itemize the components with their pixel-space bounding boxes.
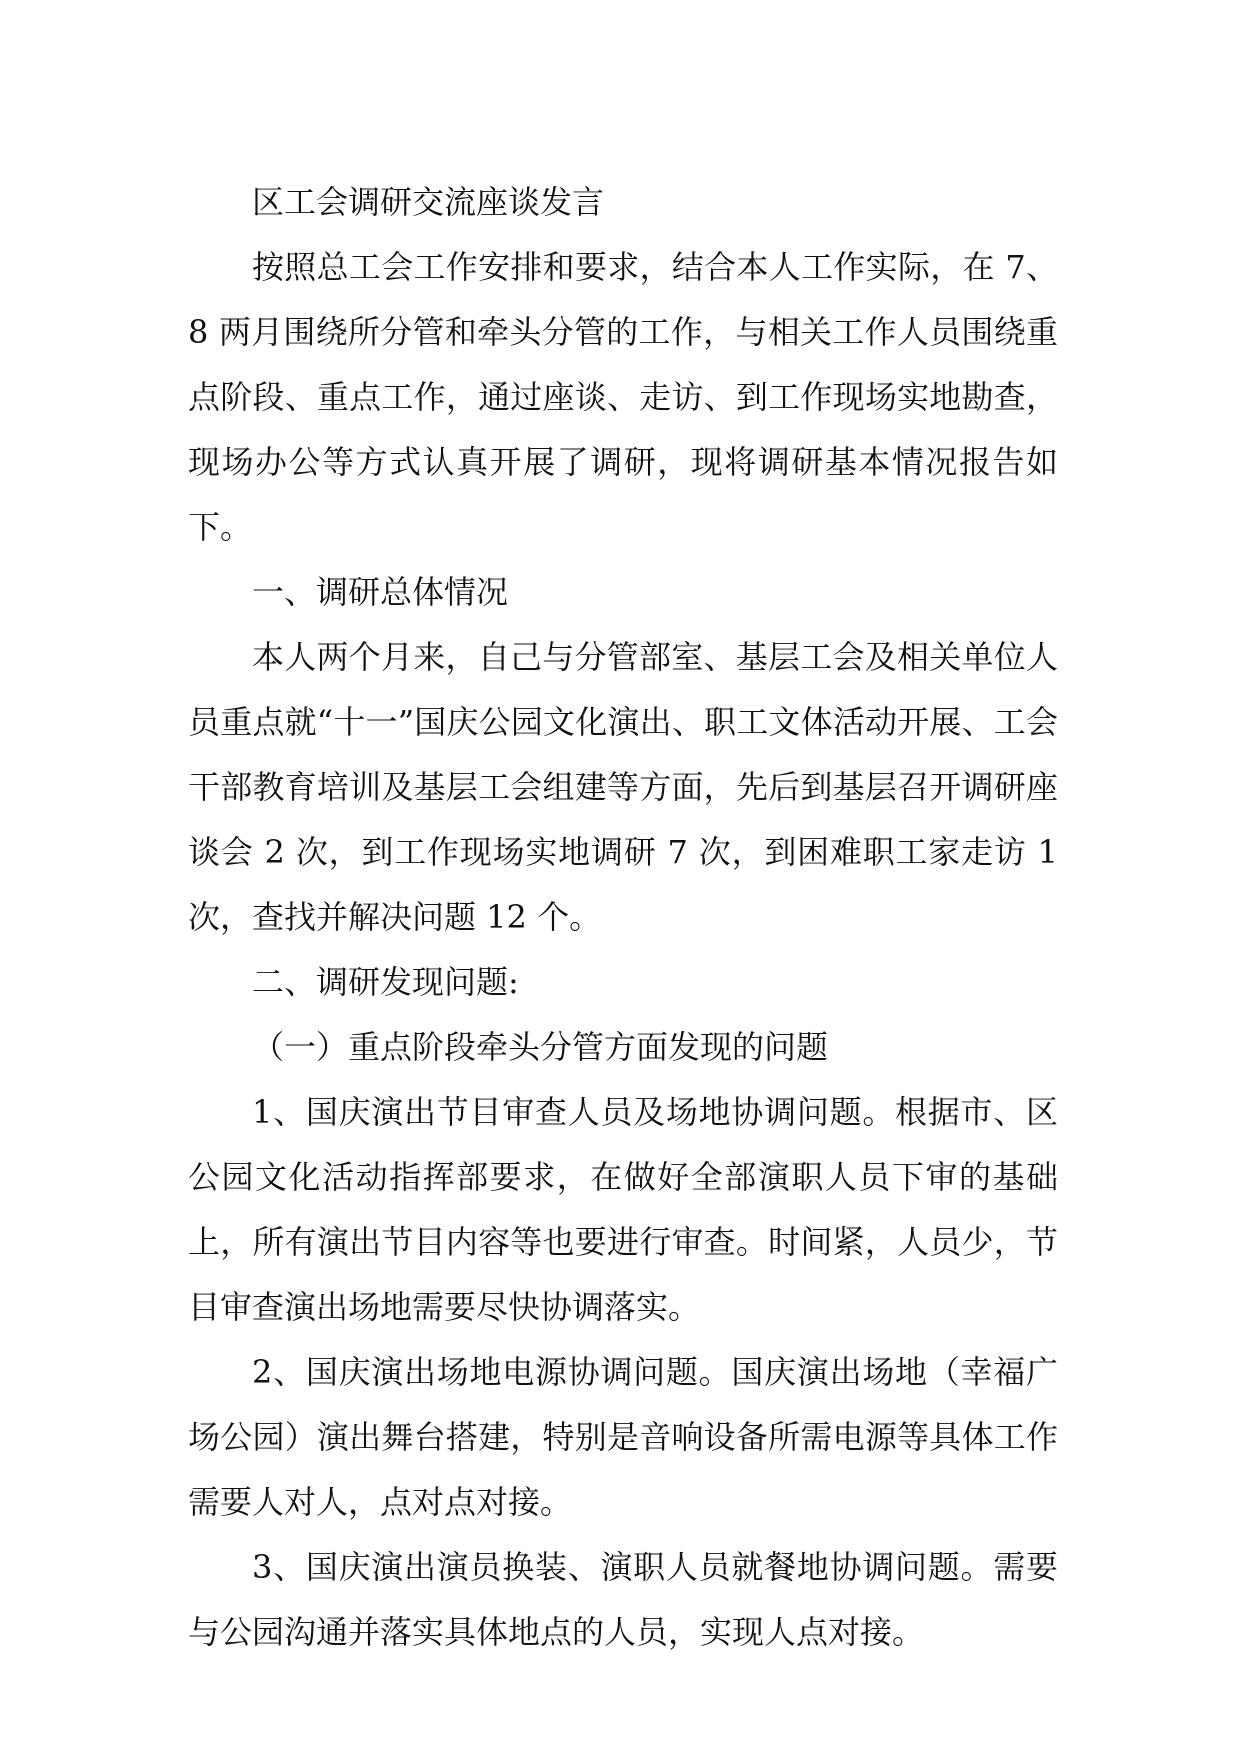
section-1-heading: 一、调研总体情况 [252, 573, 509, 611]
issue-item-2: 2、国庆演出场地电源协调问题。国庆演出场地（幸福广场公园）演出舞台搭建，特别是音响设备所需电源等具体工作需要人对人，点对点对接。 [188, 1353, 1058, 1521]
intro-paragraph: 按照总工会工作安排和要求，结合本人工作实际，在 7、8 两月围绕所分管和牵头分管的工作，与相关工作人员围绕重点阶段、重点工作，通过座谈、走访、到工作现场实地勘查，现场办公等方式认真开展了调研，现将调研基本情况报告如下。 [188, 248, 1058, 546]
issue-item-1: 1、国庆演出节目审查人员及场地协调问题。根据市、区公园文化活动指挥部要求，在做好全部演职人员下审的基础上，所有演出节目内容等也要进行审查。时间紧，人员少，节目审查演出场地需要尽快协调落实。 [188, 1093, 1058, 1326]
issue-item-3: 3、国庆演出演员换装、演职人员就餐地协调问题。需要与公园沟通并落实具体地点的人员，实现人点对接。 [188, 1548, 1058, 1651]
document-body [188, 170, 1058, 1665]
section-1-paragraph: 本人两个月来，自己与分管部室、基层工会及相关单位人员重点就“十一”国庆公园文化演出、职工文体活动开展、工会干部教育培训及基层工会组建等方面，先后到基层召开调研座谈会 2 次，到工作现场实地调研 7 次，到困难职工家走访 1 次，查找并解决问题 12 个。 [188, 638, 1058, 936]
document-title: 区工会调研交流座谈发言 [252, 183, 605, 221]
section-2-heading: 二、调研发现问题: [252, 963, 519, 1001]
section-2-subheading: （一）重点阶段牵头分管方面发现的问题 [252, 1028, 829, 1066]
